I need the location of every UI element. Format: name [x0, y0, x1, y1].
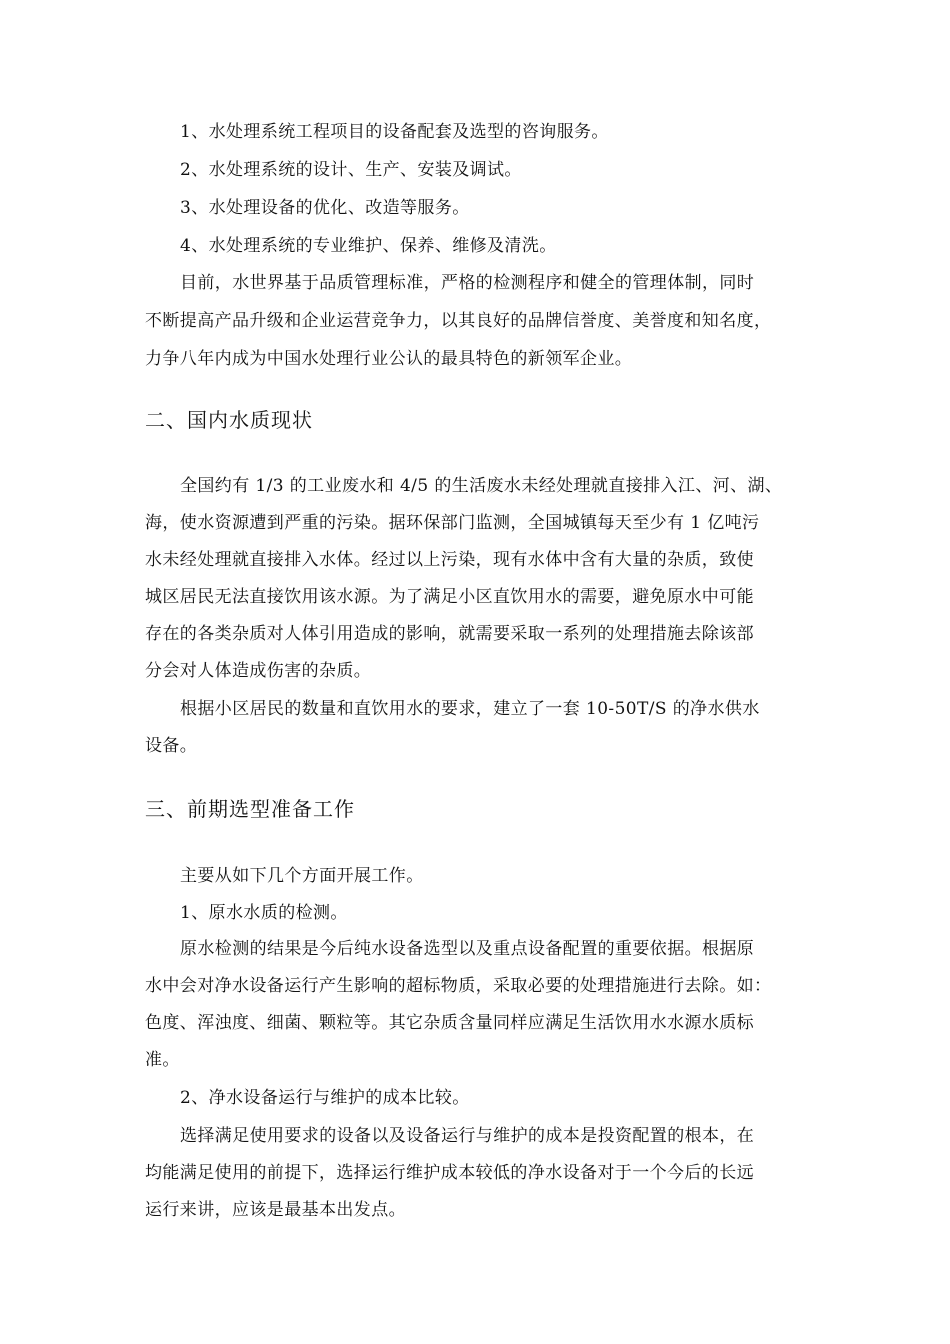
section3-item1-paragraph-line: 准。: [145, 1050, 180, 1070]
section3-item1-paragraph-line: 水中会对净水设备运行产生影响的超标物质，采取必要的处理措施进行去除。如：: [145, 976, 772, 996]
section-heading-domestic-water-quality: 二、国内水质现状: [145, 408, 313, 432]
section3-item2-title: 2、净水设备运行与维护的成本比较。: [180, 1088, 470, 1108]
service-item-3: 3、水处理设备的优化、改造等服务。: [180, 198, 470, 218]
section2-paragraph-line: 城区居民无法直接饮用该水源。为了满足小区直饮用水的需要，避免原水中可能: [145, 587, 754, 607]
section3-item1-title: 1、原水水质的检测。: [180, 903, 348, 923]
section3-item2-paragraph-line: 均能满足使用的前提下，选择运行维护成本较低的净水设备对于一个今后的长远: [145, 1163, 754, 1183]
service-item-1: 1、水处理系统工程项目的设备配套及选型的咨询服务。: [180, 122, 609, 142]
section3-item2-paragraph-line: 运行来讲，应该是最基本出发点。: [145, 1200, 406, 1220]
service-item-4: 4、水处理系统的专业维护、保养、维修及清洗。: [180, 236, 557, 256]
section2-paragraph-line: 存在的各类杂质对人体引用造成的影响，就需要采取一系列的处理措施去除该部: [145, 624, 754, 644]
section2-paragraph-line: 分会对人体造成伤害的杂质。: [145, 661, 372, 681]
section2-paragraph-line: 水未经处理就直接排入水体。经过以上污染，现有水体中含有大量的杂质，致使: [145, 550, 754, 570]
section3-item1-paragraph-line: 色度、浑浊度、细菌、颗粒等。其它杂质含量同样应满足生活饮用水水源水质标: [145, 1013, 754, 1033]
service-item-2: 2、水处理系统的设计、生产、安装及调试。: [180, 160, 522, 180]
section3-item1-paragraph-line: 原水检测的结果是今后纯水设备选型以及重点设备配置的重要依据。根据原: [180, 939, 755, 959]
section2-paragraph-line: 全国约有 1/3 的工业废水和 4/5 的生活废水未经处理就直接排入江、河、湖、: [180, 476, 783, 496]
section3-lead: 主要从如下几个方面开展工作。: [180, 866, 424, 886]
section-heading-preliminary-selection: 三、前期选型准备工作: [145, 797, 355, 821]
intro-paragraph-line: 目前，水世界基于品质管理标准，严格的检测程序和健全的管理体制，同时: [180, 273, 755, 293]
intro-paragraph-line: 力争八年内成为中国水处理行业公认的最具特色的新领军企业。: [145, 349, 633, 369]
section2-paragraph2-line: 设备。: [145, 736, 198, 756]
section2-paragraph-line: 海，使水资源遭到严重的污染。据环保部门监测，全国城镇每天至少有 1 亿吨污: [145, 513, 760, 533]
section2-paragraph2-line: 根据小区居民的数量和直饮用水的要求，建立了一套 10-50T/S 的净水供水: [180, 699, 760, 719]
section3-item2-paragraph-line: 选择满足使用要求的设备以及设备运行与维护的成本是投资配置的根本，在: [180, 1126, 755, 1146]
intro-paragraph-line: 不断提高产品升级和企业运营竞争力，以其良好的品牌信誉度、美誉度和知名度，: [145, 311, 772, 331]
